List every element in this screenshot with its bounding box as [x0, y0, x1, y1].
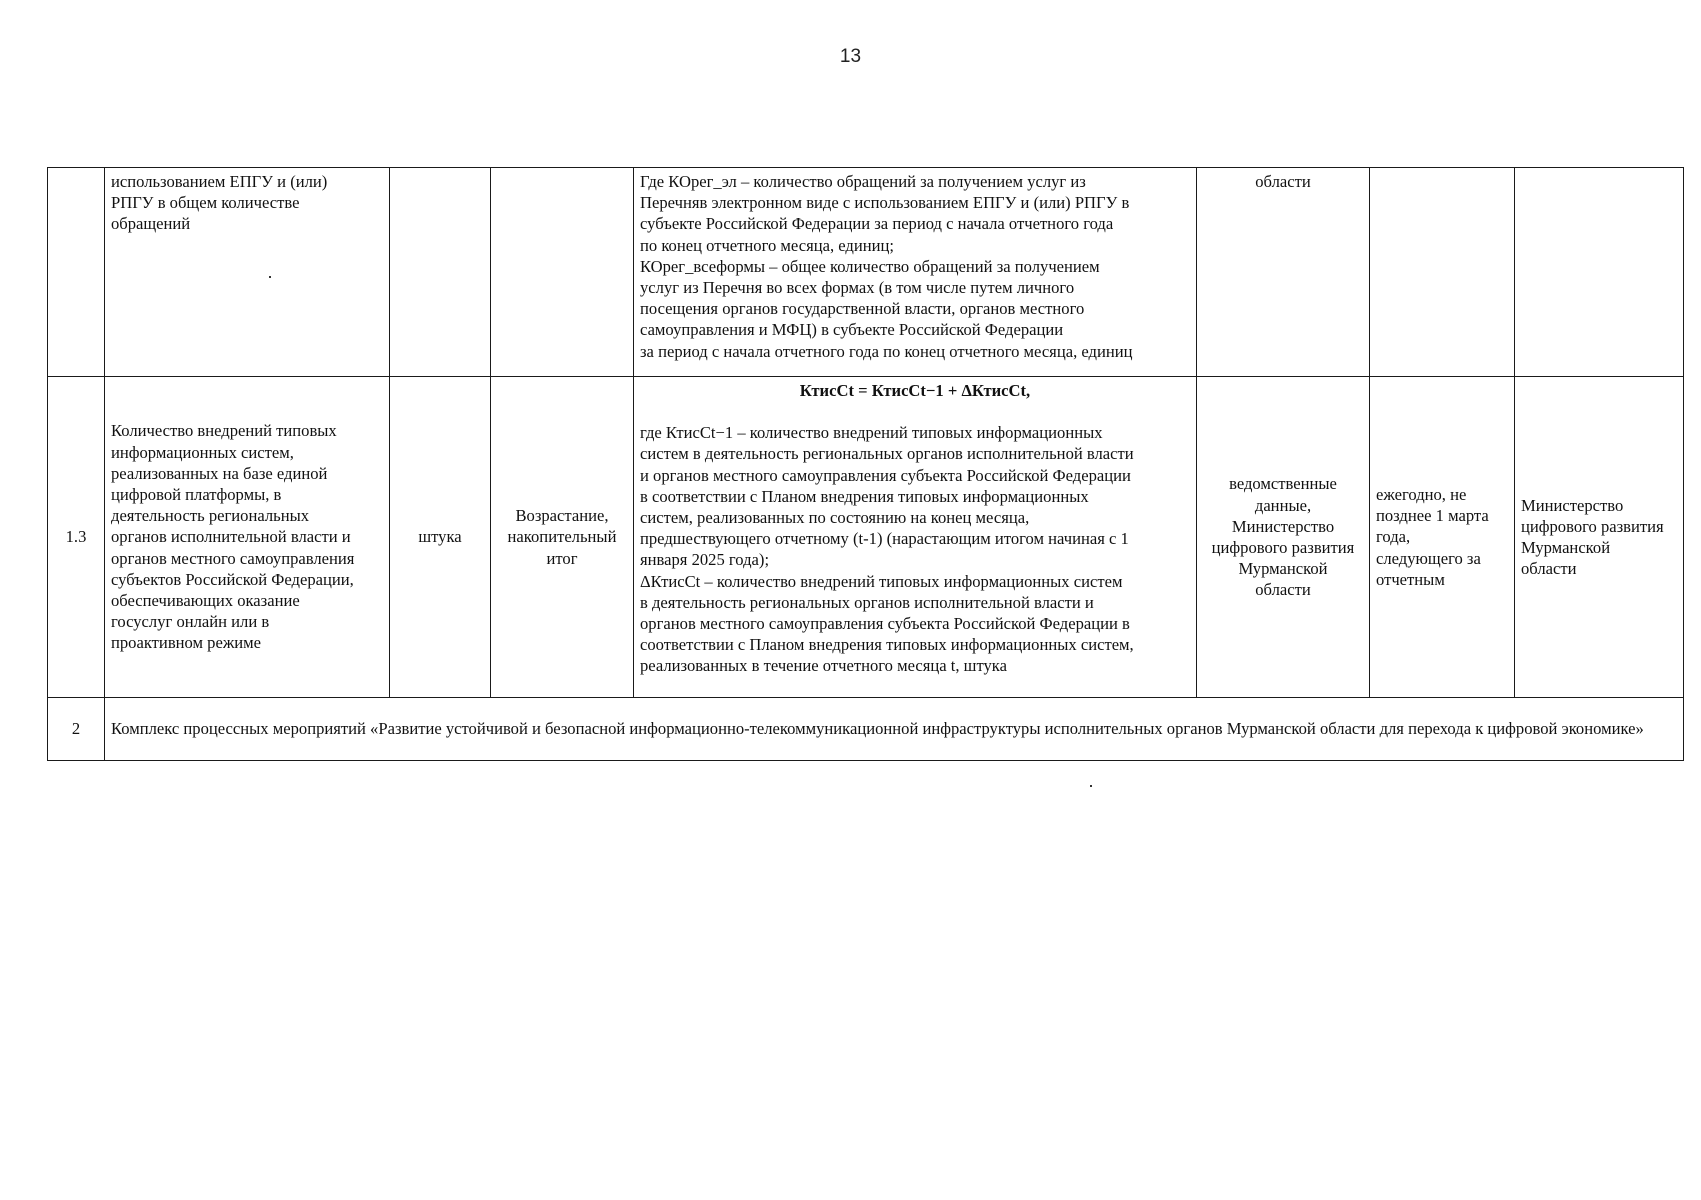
section-number-cell: 2 [48, 698, 105, 761]
responsible-cell [1515, 168, 1684, 377]
page-number: 13 [839, 46, 862, 67]
table-row [48, 377, 1684, 698]
scan-speck [1090, 785, 1092, 787]
period-cell [1370, 168, 1515, 377]
row-number-cell [48, 168, 105, 377]
trend-cell [491, 168, 634, 377]
method-cell: Где КОрег_эл – количество обращений за получением услуг из Перечняв электронном виде с использованием ЕПГУ и (или) РПГУ в субъекте Российской Федерации за период с начала отчетного года по конец отчетного месяца, единиц; КОрег_всеформы – общее количество обращений за получением услуг из Перечня во всех формах (в том числе путем личного посещения органов государственной власти, органов местного самоуправления и МФЦ) в субъекте Российской Федерации за период с начала отчетного года по конец отчетного месяца, единиц [634, 168, 1197, 377]
method-text: где КтисСt−1 – количество внедрений типовых информационных систем в деятельность региональных органов исполнительной власти и органов местного самоуправления субъекта Российской Федерации в соответствии с Планом внедрения типовых информационных систем, реализованных по состоянию на конец месяца, предшествующего отчетному (t-1) (нарастающим итогом начиная с 1 января 2025 года); ΔКтисСt – количество внедрений типовых информационных систем в деятельность региональных органов исполнительной власти и органов местного самоуправления субъекта Российской Федерации в соответствии с Планом внедрения типовых информационных систем, реализованных в течение отчетного месяца t, штука [640, 423, 1134, 676]
unit-cell: штука [390, 377, 491, 698]
trend-cell: Возрастание, накопительный итог [491, 377, 634, 698]
formula: КтисСt = КтисСt−1 + ΔКтисСt, [799, 381, 1031, 400]
unit-cell [390, 168, 491, 377]
source-cell: ведомственные данные, Министерство цифрового развития Мурманской области [1197, 377, 1370, 698]
period-cell: ежегодно, не позднее 1 марта года, следующего за отчетным [1370, 377, 1515, 698]
scan-speck [269, 276, 271, 278]
indicator-name-cell: Количество внедрений типовых информационных систем, реализованных на базе единой цифровой платформы, в деятельность региональных органов исполнительной власти и органов местного самоуправления субъектов Российской Федерации, обеспечивающих оказание госуслуг онлайн или в проактивном режиме [105, 377, 390, 698]
table-row [48, 168, 1684, 377]
responsible-cell: Министерство цифрового развития Мурманской области [1515, 377, 1684, 698]
section-row [48, 698, 1684, 761]
source-cell: области [1197, 168, 1370, 377]
section-title-cell: Комплекс процессных мероприятий «Развитие устойчивой и безопасной информационно-телекоммуникационной инфраструктуры исполнительных органов Мурманской области для перехода к цифровой экономике» [105, 698, 1684, 761]
method-cell [634, 377, 1197, 698]
indicators-table [47, 167, 1684, 761]
row-number-cell: 1.3 [48, 377, 105, 698]
indicator-name-cell: использованием ЕПГУ и (или) РПГУ в общем количестве обращений [105, 168, 390, 377]
